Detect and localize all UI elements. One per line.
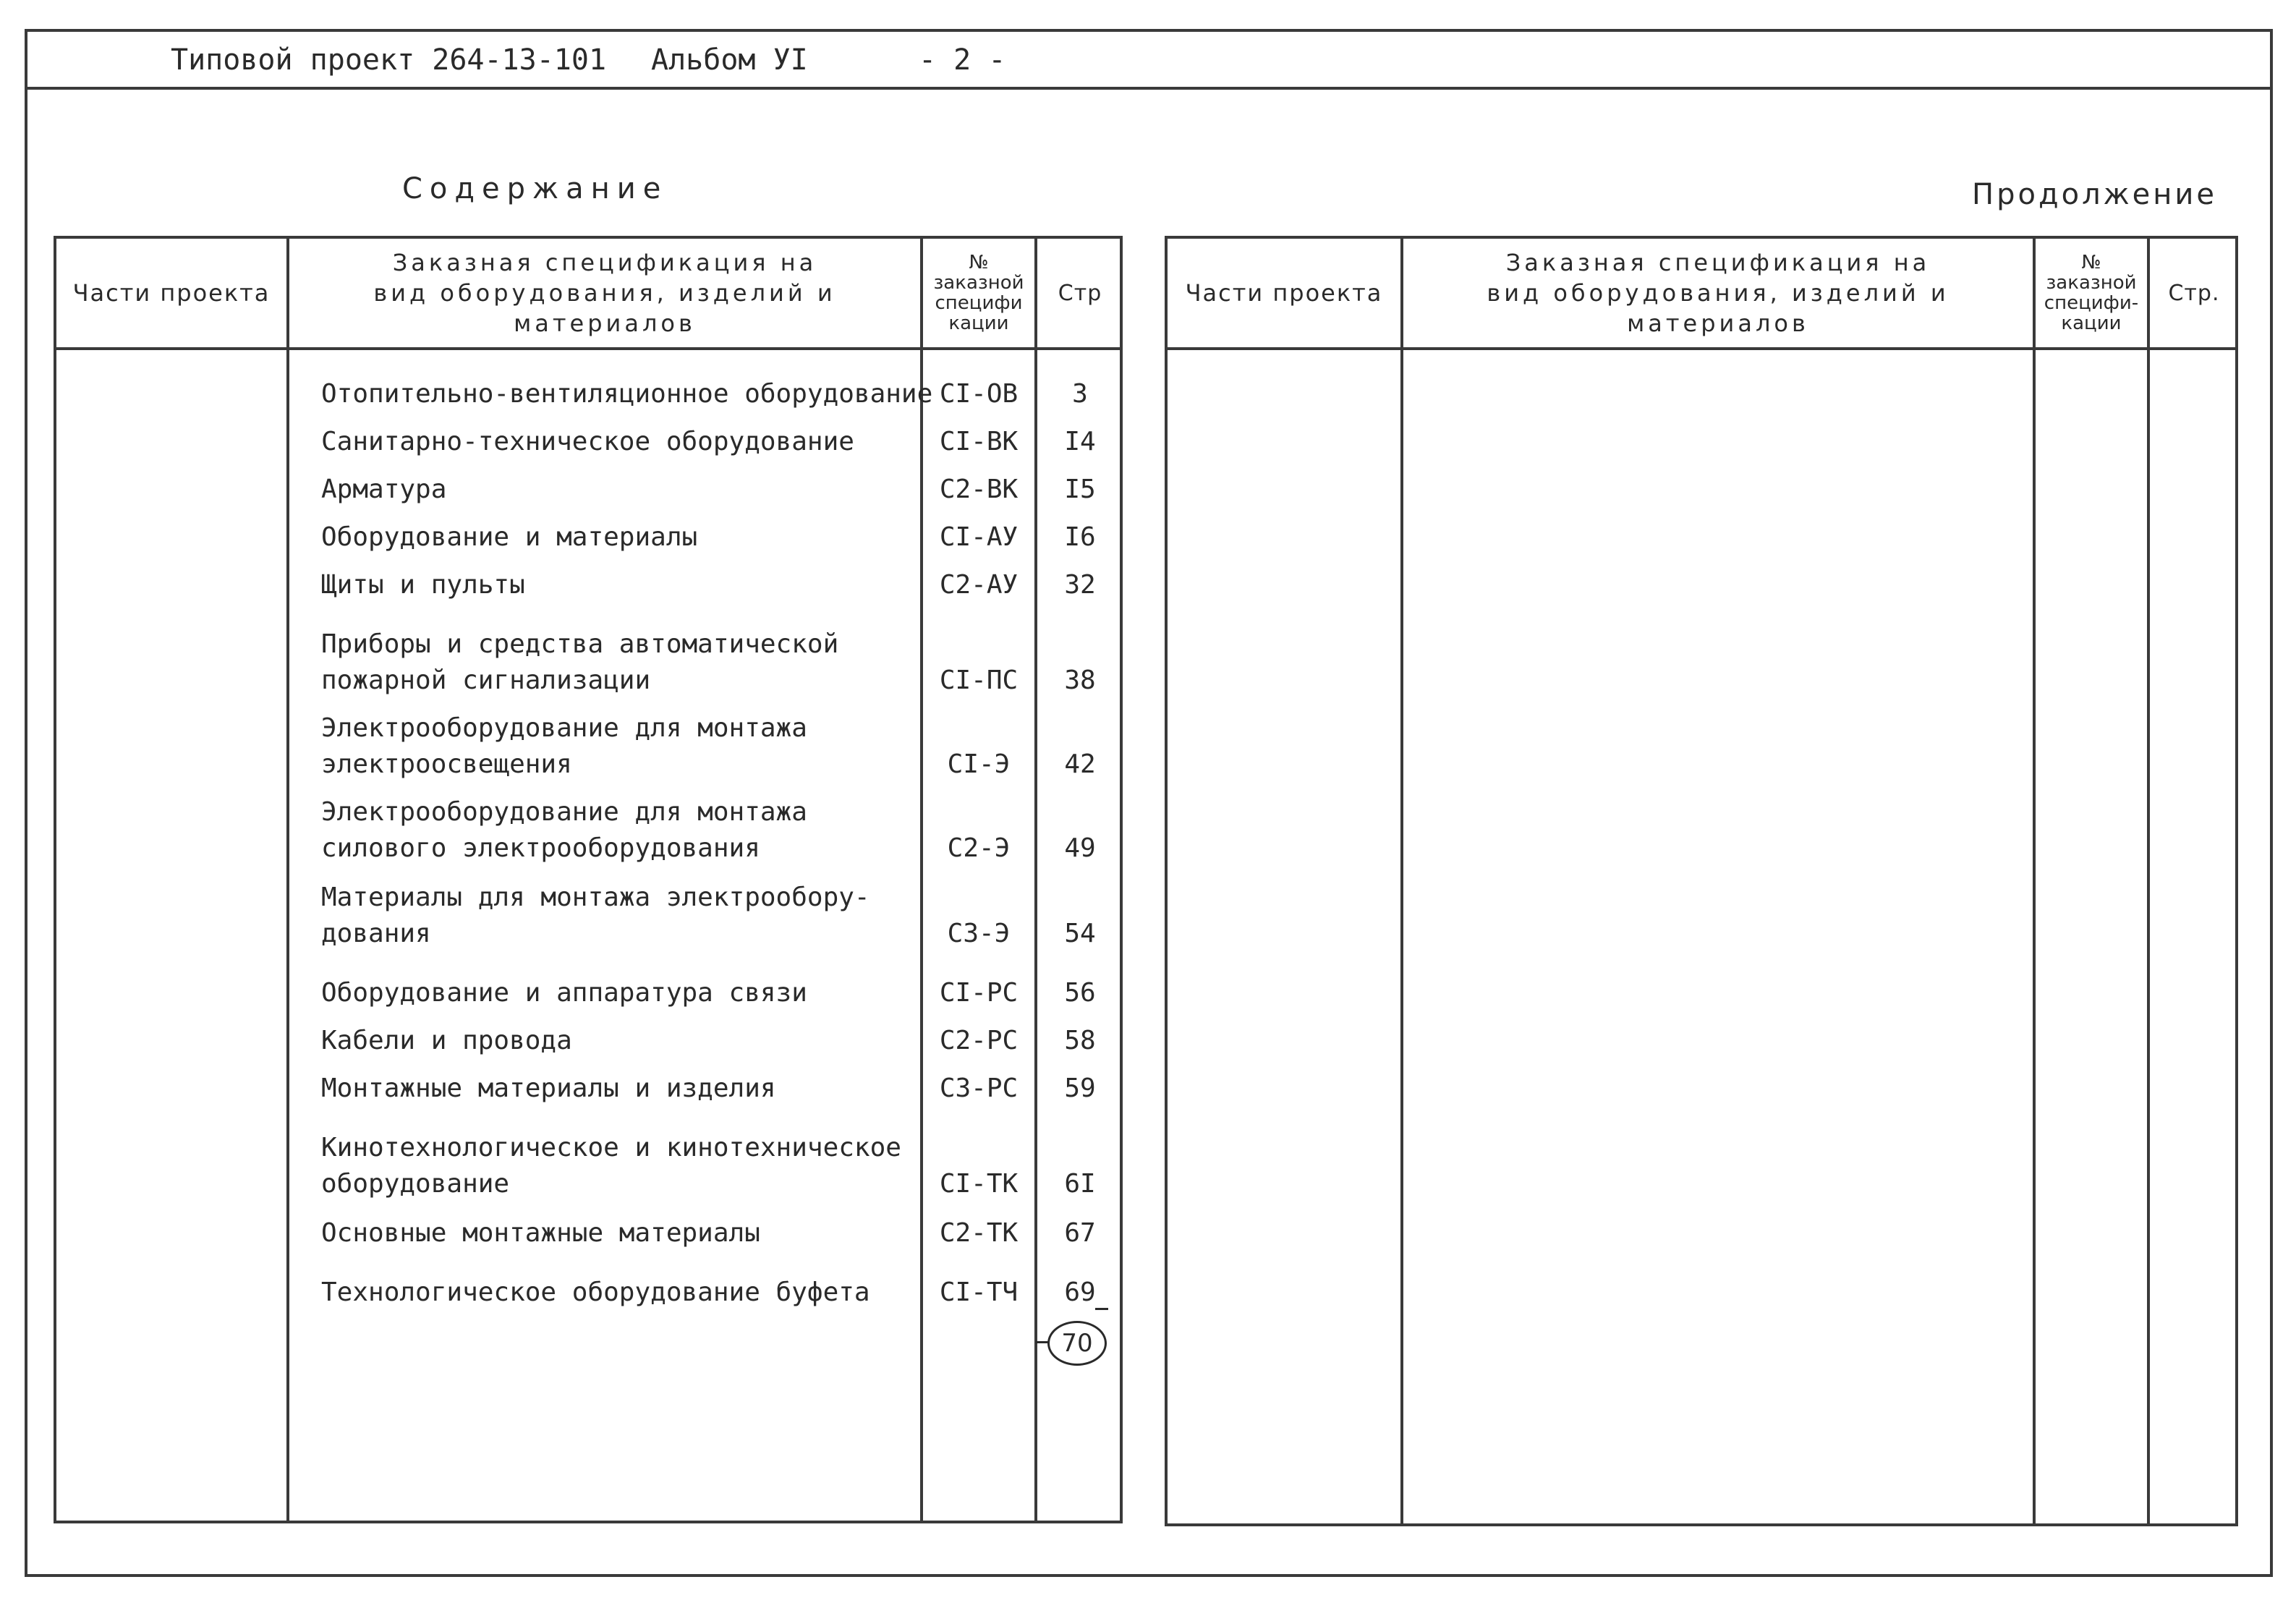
album-label: Альбом УI <box>651 43 808 77</box>
row-spec-code: СI-РС <box>939 978 1019 1008</box>
row-page: 32 <box>1064 570 1096 600</box>
row-item-name: Санитарно-техническое оборудование <box>321 427 854 456</box>
row-item-name: Материалы для монтажа электрообору- <box>321 883 870 912</box>
page-number: - 2 - <box>919 43 1006 77</box>
row-page: I5 <box>1064 475 1096 504</box>
col-header-spec-line3: материалов <box>514 310 696 337</box>
col-header-num-line3: специфи- <box>2044 292 2139 314</box>
row-spec-code: СI-ТЧ <box>939 1277 1019 1307</box>
row-page: 54 <box>1064 919 1096 948</box>
col-header-num-line2: заказной <box>933 272 1024 294</box>
row-page: 38 <box>1064 666 1096 695</box>
row-item-name: Электрооборудование для монтажа <box>321 797 807 827</box>
row-item-name: Оборудование и материалы <box>321 522 698 552</box>
continuation-table <box>1165 236 2238 1526</box>
col-header-spec <box>289 239 920 347</box>
col-header-num-line2: заказной <box>2046 272 2137 294</box>
col-header-num-line4: кации <box>948 312 1009 334</box>
row-item-name-cont: пожарной сигнализации <box>321 666 651 695</box>
col-header-parts: Части проекта <box>72 279 271 307</box>
row-spec-code: СI-ПС <box>939 666 1019 695</box>
row-spec-code: С2-АУ <box>939 570 1019 600</box>
row-page: I6 <box>1064 522 1096 552</box>
row-item-name: Отопительно-вентиляционное оборудование <box>321 379 933 409</box>
col-header-spec-line1: Заказная спецификация на <box>392 249 817 276</box>
row-item-name: Кабели и провода <box>321 1026 572 1055</box>
column-divider <box>1034 239 1037 1521</box>
col-header-num-line1: № <box>2081 252 2101 273</box>
col-header-spec-number <box>923 239 1034 347</box>
column-divider <box>1400 239 1403 1523</box>
column-divider <box>2147 239 2150 1523</box>
col-header-num-line4: кации <box>2061 312 2122 334</box>
row-page: 58 <box>1064 1026 1096 1055</box>
row-item-name: Арматура <box>321 475 447 504</box>
row-item-name: Монтажные материалы и изделия <box>321 1073 776 1103</box>
row-item-name: Щиты и пульты <box>321 570 525 600</box>
col-header-spec-line3: материалов <box>1627 310 1809 337</box>
row-spec-code: С2-РС <box>939 1026 1019 1055</box>
col-header-spec-line2: вид оборудования, изделий и <box>1487 279 1950 307</box>
contents-table <box>54 236 1123 1523</box>
row-page: I4 <box>1064 427 1096 456</box>
row-spec-code: С3-РС <box>939 1073 1019 1103</box>
row-spec-code: СI-ВК <box>939 427 1019 456</box>
row-spec-code: СI-ТК <box>939 1169 1019 1199</box>
circled-page-number: 70 <box>1047 1321 1107 1366</box>
row-page: 69 <box>1064 1277 1096 1307</box>
row-item-name-cont: оборудование <box>321 1169 510 1199</box>
row-item-name: Электрооборудование для монтажа <box>321 713 807 743</box>
row-spec-code: СI-АУ <box>939 522 1019 552</box>
header-divider <box>1168 347 2235 350</box>
row-item-name: Кинотехнологическое и кинотехническое <box>321 1133 901 1162</box>
row-page: 42 <box>1064 749 1096 779</box>
row-spec-code: СI-Э <box>947 749 1011 779</box>
row-spec-code: С2-ТК <box>939 1218 1019 1248</box>
continuation-title: Продолжение <box>1972 178 2218 211</box>
col-header-spec-number <box>2036 239 2147 347</box>
col-header-spec-line1: Заказная спецификация на <box>1505 249 1931 276</box>
contents-title: Содержание <box>402 172 668 205</box>
header-divider <box>56 347 1120 350</box>
column-divider <box>920 239 923 1521</box>
row-item-name-cont: дования <box>321 919 431 948</box>
row-spec-code: С3-Э <box>947 919 1011 948</box>
row-page: 59 <box>1064 1073 1096 1103</box>
row-spec-code: С2-ВК <box>939 475 1019 504</box>
project-label: Типовой проект 264-13-101 <box>171 43 607 77</box>
col-header-num-line3: специфи <box>935 292 1023 314</box>
row-page: 3 <box>1072 379 1088 409</box>
row-item-name-cont: силового электрооборудования <box>321 833 760 863</box>
col-header-parts: Части проекта <box>1185 279 1383 307</box>
row-page: 67 <box>1064 1218 1096 1248</box>
column-divider <box>286 239 289 1521</box>
row-page: 6I <box>1064 1169 1096 1199</box>
col-header-spec <box>1403 239 2033 347</box>
range-dash <box>1095 1308 1108 1310</box>
row-spec-code: С2-Э <box>947 833 1011 863</box>
row-item-name: Технологическое оборудование буфета <box>321 1277 870 1307</box>
row-page: 56 <box>1064 978 1096 1008</box>
row-page: 49 <box>1064 833 1096 863</box>
col-header-page: Стр <box>1058 280 1102 306</box>
col-header-num-line1: № <box>969 252 989 273</box>
row-spec-code: СI-ОВ <box>939 379 1019 409</box>
header-rule <box>25 87 2273 90</box>
column-divider <box>2033 239 2036 1523</box>
col-header-spec-line2: вид оборудования, изделий и <box>373 279 836 307</box>
row-item-name: Оборудование и аппаратура связи <box>321 978 807 1008</box>
col-header-page: Стр. <box>2168 280 2220 306</box>
row-item-name: Основные монтажные материалы <box>321 1218 760 1248</box>
row-item-name: Приборы и средства автоматической <box>321 629 839 659</box>
row-item-name-cont: электроосвещения <box>321 749 572 779</box>
